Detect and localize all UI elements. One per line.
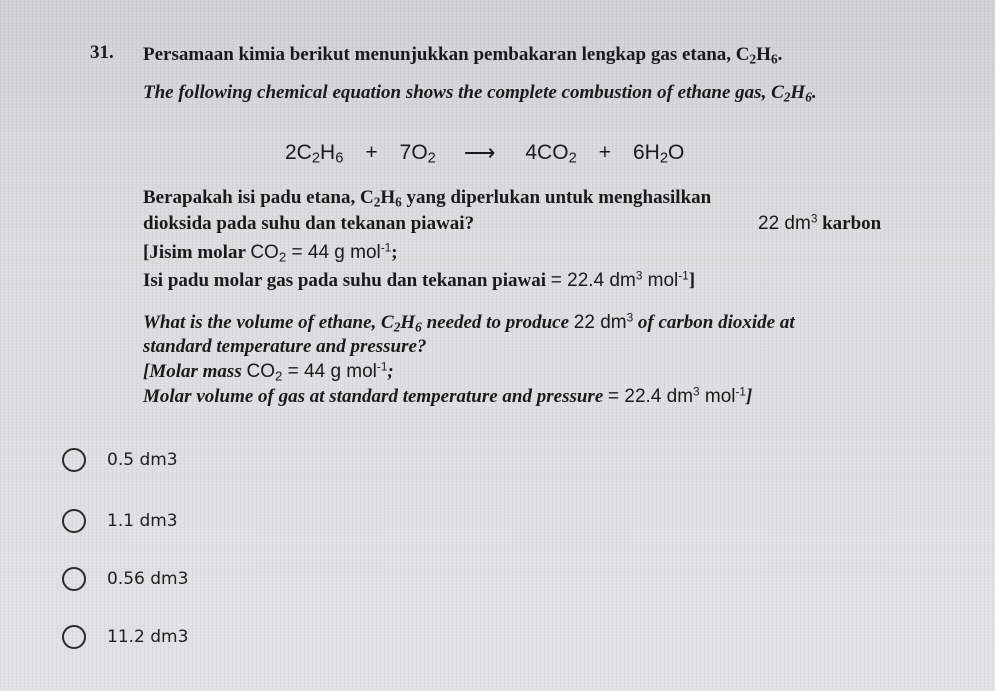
plus-sign: + (365, 141, 378, 164)
product-co2: $4CO_2$ (525, 141, 577, 167)
option-label[interactable]: 0.5 dm3 (107, 450, 178, 470)
english-molar-mass: [Molar mass $CO_2 = 44$ g mol$^{-1}$; (143, 360, 394, 384)
question-number: 31. (90, 42, 114, 63)
option-1-1-dm3[interactable] (62, 509, 178, 533)
english-question-line-2: standard temperature and pressure? (143, 336, 427, 357)
radio-circle-icon[interactable] (62, 509, 86, 533)
reactant-ethane: $2C_2H_6$ (285, 141, 344, 167)
option-label[interactable]: 1.1 dm3 (107, 511, 178, 531)
malay-intro-line: Persamaan kimia berikut menunjukkan pembakaran lengkap gas etana, $C_2H_6$. (143, 44, 783, 67)
radio-circle-icon[interactable] (62, 448, 86, 472)
malay-question-units: 22 $dm^3$ karbon (758, 212, 882, 234)
product-water: $6H_2O$ (633, 141, 685, 167)
option-label[interactable]: 0.56 dm3 (107, 569, 189, 589)
radio-circle-icon[interactable] (62, 567, 86, 591)
malay-question-line-2: dioksida pada suhu dan tekanan piawai? (143, 213, 475, 234)
reactant-oxygen: $7O_2$ (399, 141, 436, 167)
option-label[interactable]: 11.2 dm3 (107, 627, 189, 647)
option-0-5-dm3[interactable] (62, 448, 178, 472)
malay-molar-volume: Isi padu molar gas pada suhu dan tekanan piawai = 22.4 $dm^3$ mol$^{-1}$] (143, 269, 696, 291)
plus-sign-2: + (598, 141, 611, 164)
option-0-56-dm3[interactable] (62, 567, 188, 591)
chemical-equation (285, 140, 684, 166)
english-molar-volume: Molar volume of gas at standard temperature and pressure = 22.4 $dm^3$ mol$^{-1}$] (143, 385, 753, 407)
english-question-line-1: What is the volume of ethane, $C_2H_6$ needed to produce 22 $dm^3$ of carbon dioxide at (143, 311, 795, 335)
option-11-2-dm3[interactable] (62, 625, 188, 649)
malay-question-line-1: Berapakah isi padu etana, $C_2H_6$ yang diperlukan untuk menghasilkan (143, 187, 712, 210)
radio-circle-icon[interactable] (62, 625, 86, 649)
malay-molar-mass: [Jisim molar $CO_2 = 44$ g mol$^{-1}$; (143, 241, 398, 265)
reaction-arrow-icon: ⟶ (463, 140, 496, 165)
english-intro-line: The following chemical equation shows the complete combustion of ethane gas, $C_2H_6$. (143, 82, 817, 105)
